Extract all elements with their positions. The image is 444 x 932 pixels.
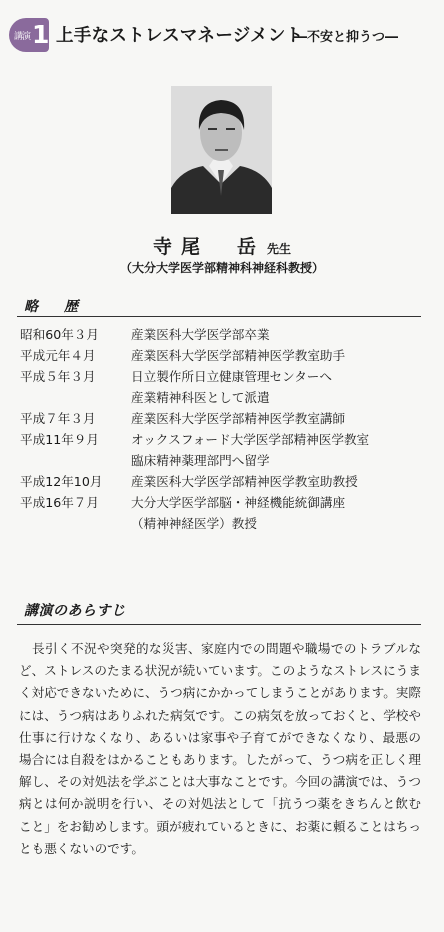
career-row [20,324,430,345]
lecture-subtitle: ―不安と抑うつ― [294,30,399,45]
career-desc: 産業精神科医として派遣 [131,390,270,405]
career-date: 平成７年３月 [20,411,96,426]
career-divider [17,316,421,317]
career-date: 平成元年４月 [20,348,96,363]
speaker-name-row [0,232,444,259]
career-date: 平成12年10月 [20,474,103,489]
career-date: 平成５年３月 [20,369,96,384]
career-date: 平成16年７月 [20,495,99,510]
speaker-name: 寺尾 岳 [152,236,265,258]
career-heading: 略 歴 [24,299,84,315]
lecture-badge [9,18,49,52]
speaker-portrait-icon [171,86,272,214]
career-desc: 日立製作所日立健康管理センターへ [131,369,332,384]
career-desc: 臨床精神薬理部門へ留学 [131,453,270,468]
speaker-honorific: 先生 [267,242,292,256]
career-row [20,345,430,366]
summary-paragraph: 長引く不況や突発的な災害、家庭内での問題や職場でのトラブルなど、ストレスのたまる状況が続いています。このようなストレスにうまく対応できないために、うつ病にかかってしまうことがあります。実際には、うつ病はありふれた病気です。この病気を放っておくと、学校や仕事に行けなくなり、あるいは家事や子育てができなくなり、最悪の場合には自殺をはかることもあります。したがって、うつ病を正しく理解し、その対処法を学ぶことは大事なことです。今回の講演では、うつ病とは何か説明を行い、その対処法として「抗うつ薬をきちんと飲むこと」をお勧めします。頭が疲れているときに、お薬に頼ることはちっとも悪くないのです。 [19,641,421,856]
summary-heading: 講演のあらすじ [24,603,126,619]
career-desc: （精神神経医学）教授 [131,516,257,531]
career-row [20,366,430,387]
career-row [20,450,430,471]
career-row [20,429,430,450]
career-row [20,387,430,408]
career-date: 平成11年９月 [20,432,99,447]
career-date: 昭和60年３月 [20,327,99,342]
career-desc: 産業医科大学医学部卒業 [131,327,270,342]
badge-label: 講演 [14,32,31,42]
speaker-affiliation: （大分大学医学部精神科神経科教授） [119,261,324,275]
career-list [20,324,430,534]
career-desc: 大分大学医学部脳・神経機能統御講座 [131,495,346,510]
career-desc: 産業医科大学医学部精神医学教室助手 [131,348,346,363]
lecture-header [9,18,435,54]
career-desc: 産業医科大学医学部精神医学教室講師 [131,411,346,426]
speaker-photo [171,86,272,214]
badge-number: 1 [32,20,50,49]
lecture-title: 上手なストレスマネージメント [56,26,304,46]
career-desc: 産業医科大学医学部精神医学教室助教授 [131,474,358,489]
summary-body [19,638,421,860]
career-row [20,513,430,534]
career-row [20,492,430,513]
summary-divider [17,624,421,625]
career-row [20,408,430,429]
career-row [20,471,430,492]
career-desc: オックスフォード大学医学部精神医学教室 [131,432,370,447]
